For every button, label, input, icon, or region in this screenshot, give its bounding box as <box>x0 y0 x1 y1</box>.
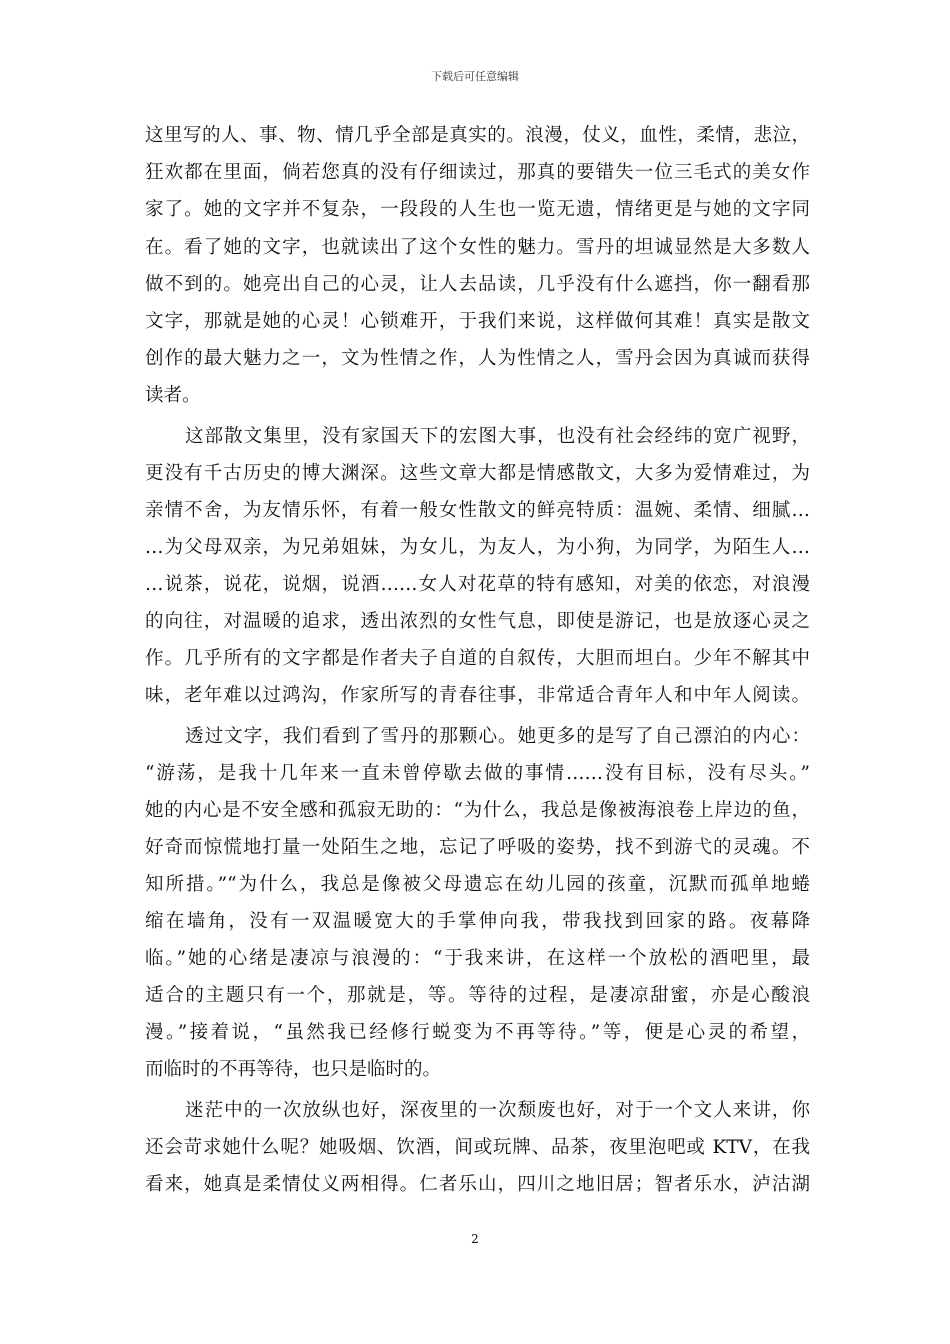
text-line: 她的内心是不安全感和孤寂无助的：“为什么，我总是像被海浪卷上岸边的鱼， <box>145 800 810 821</box>
page-number: 2 <box>471 1232 479 1246</box>
text-line: 读者。 <box>145 385 201 406</box>
text-line: 这里写的人、事、物、情几乎全部是真实的。浪漫，仗义，血性，柔情，悲泣， <box>145 125 810 146</box>
page-header: 下载后可任意编辑 <box>431 70 519 83</box>
text-line: …说茶，说花，说烟，说酒……女人对花草的特有感知，对美的依恋，对浪漫 <box>145 574 810 595</box>
text-line: 缩在墙角，没有一双温暖宽大的手掌伸向我，带我找到回家的路。夜幕降 <box>145 911 810 932</box>
text-line: 而临时的不再等待，也只是临时的。 <box>145 1059 442 1080</box>
text-line: 看来，她真是柔情仗义两相得。仁者乐山，四川之地旧居；智者乐水，泸沽湖 <box>145 1174 810 1195</box>
paragraph-first-line: 透过文字，我们看到了雪丹的那颗心。她更多的是写了自己漂泊的内心： <box>185 726 810 747</box>
paragraph-first-line: 这部散文集里，没有家国天下的宏图大事，也没有社会经纬的宽广视野， <box>185 426 810 447</box>
text-line: 适合的主题只有一个，那就是，等。等待的过程，是凄凉甜蜜，亦是心酸浪 <box>145 985 810 1006</box>
text-line: 还会苛求她什么呢？她吸烟、饮酒，间或玩牌、品茶，夜里泡吧或 KTV，在我 <box>145 1137 810 1158</box>
text-line: 漫。”接着说，“虽然我已经修行蜕变为不再等待。”等，便是心灵的希望， <box>145 1022 810 1043</box>
text-line: “游荡，是我十几年来一直未曾停歇去做的事情……没有目标，没有尽头。” <box>145 763 810 784</box>
paragraph-first-line: 迷茫中的一次放纵也好，深夜里的一次颓废也好，对于一个文人来讲，你 <box>185 1100 810 1121</box>
text-line: 家了。她的文字并不复杂，一段段的人生也一览无遗，情绪更是与她的文字同 <box>145 199 810 220</box>
text-line: 创作的最大魅力之一，文为性情之作，人为性情之人，雪丹会因为真诚而获得 <box>145 348 810 369</box>
text-line: 临。”她的心绪是凄凉与浪漫的：“于我来讲，在这样一个放松的酒吧里，最 <box>145 948 810 969</box>
text-line: 做不到的。她亮出自己的心灵，让人去品读，几乎没有什么遮挡，你一翻看那 <box>145 274 810 295</box>
text-line: 狂欢都在里面，倘若您真的没有仔细读过，那真的要错失一位三毛式的美女作 <box>145 162 810 183</box>
text-line: 在。看了她的文字，也就读出了这个女性的魅力。雪丹的坦诚显然是大多数人 <box>145 237 810 258</box>
text-line: 文字，那就是她的心灵！心锁难开，于我们来说，这样做何其难！真实是散文 <box>145 311 810 332</box>
text-line: 更没有千古历史的博大渊深。这些文章大都是情感散文，大多为爱情难过，为 <box>145 463 810 484</box>
text-line: 的向往，对温暖的追求，透出浓烈的女性气息，即使是游记，也是放逐心灵之 <box>145 611 810 632</box>
text-line: 味，老年难以过鸿沟，作家所写的青春往事，非常适合青年人和中年人阅读。 <box>145 685 810 706</box>
text-line: 亲情不舍，为友情乐怀，有着一般女性散文的鲜亮特质：温婉、柔情、细腻… <box>145 500 810 521</box>
text-line: 作。几乎所有的文字都是作者夫子自道的自叙传，大胆而坦白。少年不解其中 <box>145 648 810 669</box>
text-line: …为父母双亲，为兄弟姐妹，为女儿，为友人，为小狗，为同学，为陌生人… <box>145 537 810 558</box>
text-line: 好奇而惊慌地打量一处陌生之地，忘记了呼吸的姿势，找不到游弋的灵魂。不 <box>145 837 810 858</box>
text-line: 知所措。”“为什么，我总是像被父母遗忘在幼儿园的孩童，沉默而孤单地蜷 <box>145 874 810 895</box>
